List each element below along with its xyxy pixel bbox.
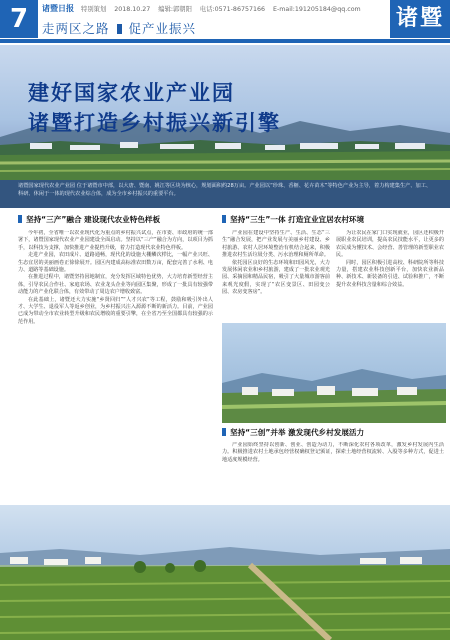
bottom-photo <box>0 505 450 640</box>
phone-number: 电话:0571-86757166 <box>199 6 265 13</box>
email-address: E-mail:191205184@qq.com <box>273 6 361 13</box>
ribbon-right-text: 促产业振兴 <box>128 21 197 36</box>
paragraph: 为让农民在家门口实现就业，园区还积极开展职业农民培训，提高农民技能水平，让更多的农民成为懂技术、会经营、善管理的新型职业农民。 <box>336 230 444 259</box>
section-1-title-text: 坚持“三产”融合 建设现代农业特色样板 <box>26 215 161 224</box>
section-3-title <box>222 428 364 438</box>
paper-name: 诸暨日报 <box>42 4 74 13</box>
headline-line-2: 诸暨打造乡村振兴新引擎 <box>28 111 281 135</box>
section-3-title-text: 坚持“三创”并举 激发现代乡村发展活力 <box>230 428 365 437</box>
section-marker-icon <box>18 215 22 223</box>
village-illustration <box>222 323 446 423</box>
ribbon-left-text: 走两区之路 <box>42 21 110 36</box>
mid-photo <box>222 323 446 423</box>
page-number: 7 <box>0 0 38 38</box>
hero-photo <box>0 45 450 180</box>
special-label: 特别策划 <box>81 6 107 13</box>
section-1-title <box>18 215 160 225</box>
section-1-body <box>18 230 213 500</box>
paragraph: 产业园始终坚持以创新、创业、创造为动力，不断深化农村各项改革，激发乡村发展内生活力。积极推进农村土地承包经营权确权登记颁证，探索土地经营权流转、入股等多种方式，促进土地适度规模经营。 <box>222 442 444 463</box>
paragraph: 在推进过程中，诸暨坚持因地制宜，充分发挥区域特色优势，大力培育新型经营主体，引导农民合作社、家庭农场、农业龙头企业等向园区集聚，形成了一批具有较强带动能力的产业化联合体，有效带动了周边农户增收致富。 <box>18 274 213 296</box>
ribbon-separator <box>117 24 122 34</box>
section-2-body-b <box>336 230 444 320</box>
section-ribbon <box>42 18 380 36</box>
masthead-divider <box>0 39 450 43</box>
section-2-title-text: 坚持“三生”一体 打造宜业宜居农村环境 <box>230 215 365 224</box>
paragraph: 同时，园区积极引进高校、科研院所等科技力量，搭建农业科技创新平台，加快农业新品种、新技术、新装备的引进、试验和推广，不断提升农业科技含量和综合效益。 <box>336 259 444 288</box>
masthead-info-line <box>42 3 392 15</box>
issue-date: 2018.10.27 <box>114 6 151 13</box>
paragraph: 依托园区良好的生态环境和田园风光，大力发展休闲农业和乡村旅游，建成了一批农业观光园、采摘园和精品民宿，吸引了大量城市游客前来观光度假，实现了“农区变景区、田园变公园、农房变客房”。 <box>222 259 330 296</box>
headline-line-1: 建好国家农业产业园 <box>28 81 235 105</box>
paragraph: 今年初，全省唯一以农业现代化为重点的乡村振兴试点，在市委、市政府的统一部署下，诸暨国家现代农业产业园建设全面启动。坚持以“三产”融合为方向，以项目为抓手，以科技为支撑，加快推进产业提档升级，着力打造现代农业特色样板。 <box>18 230 213 251</box>
city-badge: 诸暨 <box>390 0 450 38</box>
paragraph: 在此基础上，诸暨还大力实施“乡贤回归”“人才兴农”等工程，鼓励和吸引外出人才、大学生、退役军人等返乡创业，为乡村振兴注入源源不断的新活力。目前，产业园已成为带动全市农业转型升级和农民增收的重要引擎，在全省乃至全国都具有较强的示范作用。 <box>18 296 213 325</box>
editor-credit: 编辑:郭朝阳 <box>158 6 192 13</box>
farmland-illustration <box>0 505 450 640</box>
section-marker-icon <box>222 215 226 223</box>
section-2-body-a <box>222 230 330 320</box>
masthead <box>0 0 450 38</box>
section-2-title <box>222 215 364 225</box>
photo-caption: 诸暨国家现代农业产业园 位于诸暨市中部，以大唐、暨南、姚江等区块为核心，规划面积约28万亩。产业园以“珍珠、香榧、花卉苗木”等特色产业为主导，着力构建集生产、加工、科研、休闲于一体的现代农业综合体，成为全市乡村振兴的重要平台。 <box>0 180 450 208</box>
paragraph: 产业园在建设中坚持生产、生活、生态“三生”融合发展，把产业发展与美丽乡村建设、乡村旅游、农村人居环境整治有机结合起来，积极推进农村生活垃圾分类、污水治理和厕所革命。 <box>222 230 330 259</box>
paragraph: 走进产业园，农田成片、道路通畅，现代化的设施大棚鳞次栉比，一幅产业兴旺、生态宜居的美丽画卷正徐徐展开。园区内建成高标准农田数万亩，配套完善了水利、电力、道路等基础设施。 <box>18 252 213 274</box>
section-marker-icon <box>222 428 226 436</box>
section-3-body <box>222 442 444 502</box>
